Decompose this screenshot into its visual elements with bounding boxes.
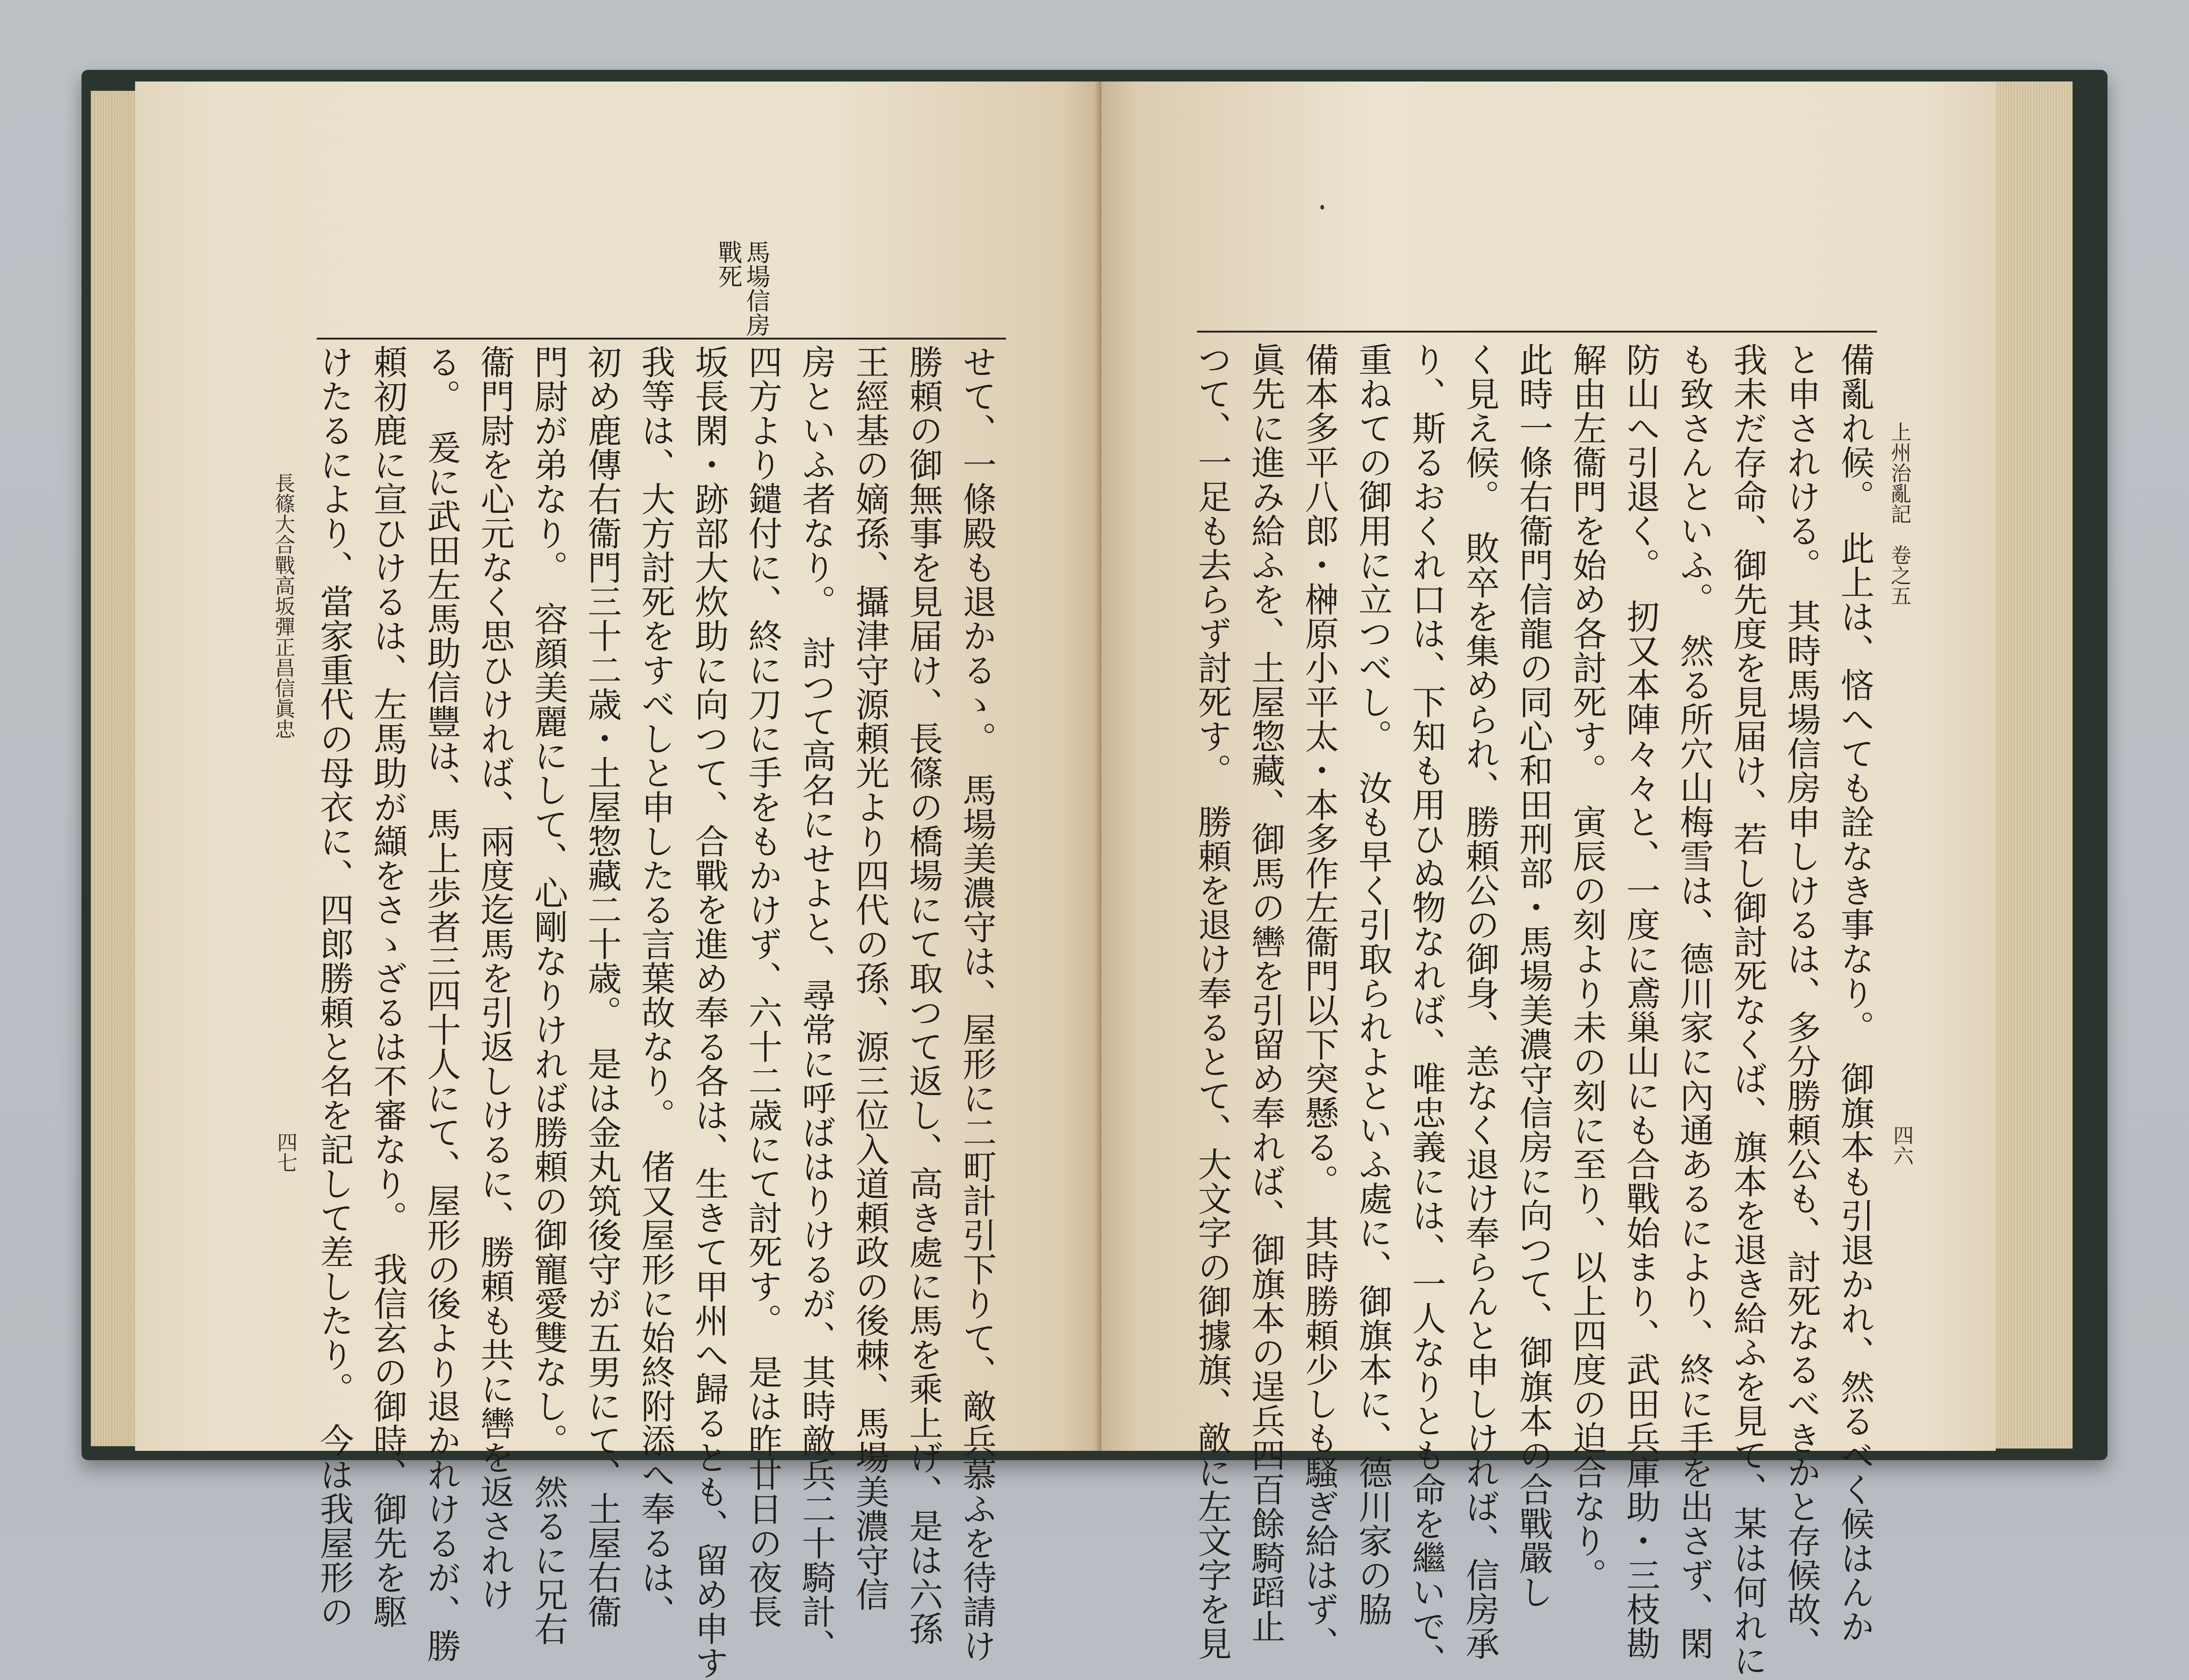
left-footer-note: 長篠大合戰高坂彈正昌信眞忠 xyxy=(271,473,295,739)
left-column-3: 王經基の嫡孫、攝津守源頼光より四代の孫、源三位入道頼政の後棘、馬場美濃守信 xyxy=(850,345,889,1612)
running-head: 上州治亂記 卷之五 xyxy=(1887,422,1911,606)
left-header-rule xyxy=(317,338,1006,340)
paper-speck xyxy=(1320,205,1324,210)
left-page xyxy=(135,82,1101,1680)
left-column-8: 初め鹿傳右衞門三十二歳・土屋惣藏二十歳。 是は金丸筑後守が五男にて、土屋右衞 xyxy=(582,345,621,1629)
right-header-rule xyxy=(1197,331,1877,333)
right-column-8: く見え候。 敗卒を集められ、勝頼公の御身、恙なく退け奉らんと申しければ、信房承 xyxy=(1460,342,1499,1660)
right-column-5: 防山へ引退く。 扨又本陣々々と、一度に鳶巢山にも合戰始まり、武田兵庫助・三枝勘 xyxy=(1620,342,1660,1660)
right-column-12: 眞先に進み給ふを、土屋惣藏、御馬の轡を引留め奉れば、御旗本の逞兵四百餘騎蹈止 xyxy=(1245,342,1285,1643)
left-column-5: 四方より鑓付に、終に刀に手をもかけず、六十二歳にて討死す。 是は昨廿日の夜長 xyxy=(742,345,782,1629)
left-column-4: 房といふ者なり。 討つて高名にせよと、尋常に呼ばはりけるが、其時敵兵二十騎計、 xyxy=(796,345,836,1663)
left-column-12: 頼初鹿に宣ひけるは、左馬助が纈をさゝざるは不審なり。 我信玄の御時、御先を駆 xyxy=(367,345,407,1629)
right-column-9: り、斯るおくれ口は、下知も用ひぬ物なれば、唯忠義には、一人なりとも命を繼いで、 xyxy=(1406,342,1446,1678)
left-column-9: 門尉が弟なり。 容顔美麗にして、心剛なりければ勝頼の御寵愛雙なし。 然るに兄右 xyxy=(528,345,568,1646)
right-column-11: 備本多平八郎・榊原小平太・本多作左衞門以下突懸る。 其時勝頼少しも騷ぎ給はず、 xyxy=(1299,342,1339,1660)
page-edges-right xyxy=(1993,82,2073,1449)
left-column-7: 我等は、大方討死をすべしと申したる言葉故なり。 偖又屋形に始終附添へ奉るは、 xyxy=(635,345,675,1629)
right-column-3: 我未だ存命、御先度を見届け、若し御討死なくば、旗本を退き給ふを見て、某は何れに xyxy=(1727,342,1767,1678)
right-column-10: 重ねての御用に立つべし。 汝も早く引取られよといふ處に、御旗本に、德川家の脇 xyxy=(1353,342,1392,1626)
left-column-10: 衞門尉を心元なく思ひければ、兩度迄馬を引返しけるに、勝頼も共に轡を返されけ xyxy=(475,345,514,1612)
right-column-13: つて、一足も去らず討死す。 勝頼を退け奉るとて、大文字の御據旗、敵に左文字を見 xyxy=(1192,342,1231,1660)
margin-heading-line-2: 戰死 xyxy=(714,240,742,288)
margin-heading-line-1: 馬場信房 xyxy=(741,240,770,337)
right-column-6: 解由左衞門を始め各討死す。 寅辰の刻より未の刻に至り、以上四度の迫合なり。 xyxy=(1567,342,1606,1592)
left-column-1: せて、一條殿も退かるゝ。 馬場美濃守は、屋形に二町計引下りて、敵兵慕ふを待請け xyxy=(957,345,996,1663)
left-page-number: 四七 xyxy=(273,1132,297,1173)
page-edges-left xyxy=(91,91,135,1446)
left-column-11: る。 爰に武田左馬助信豐は、馬上歩者三四十人にて、屋形の後より退かれけるが、勝 xyxy=(421,345,461,1663)
right-column-7: 此時一條右衞門信龍の同心和田刑部・馬場美濃守信房に向つて、御旗本の合戰嚴し xyxy=(1513,342,1553,1609)
left-column-13: けたるにより、當家重代の母衣に、四郎勝頼と名を記して差したり。 今は我屋形の xyxy=(314,345,354,1629)
left-column-2: 勝頼の御無事を見届け、長篠の橋場にて取つて返し、高き處に馬を乘上げ、是は六孫 xyxy=(903,345,943,1646)
right-page-number: 四六 xyxy=(1890,1125,1913,1166)
right-column-4: も致さんといふ。 然る所穴山梅雪は、德川家に內通あるにより、終に手を出さず、閑 xyxy=(1674,342,1713,1660)
right-page xyxy=(1101,82,1996,1678)
right-column-1: 備亂れ候。 此上は、悋へても詮なき事なり。 御旗本も引退かれ、然るべく候はんか xyxy=(1835,342,1874,1644)
right-column-2: と申されける。 其時馬場信房申しけるは、多分勝頼公も、討死なるべきかと存候故、 xyxy=(1781,342,1821,1660)
left-column-6: 坂長閑・跡部大炊助に向つて、合戰を進め奉る各は、生きて甲州へ歸るとも、留め申す xyxy=(689,345,728,1680)
